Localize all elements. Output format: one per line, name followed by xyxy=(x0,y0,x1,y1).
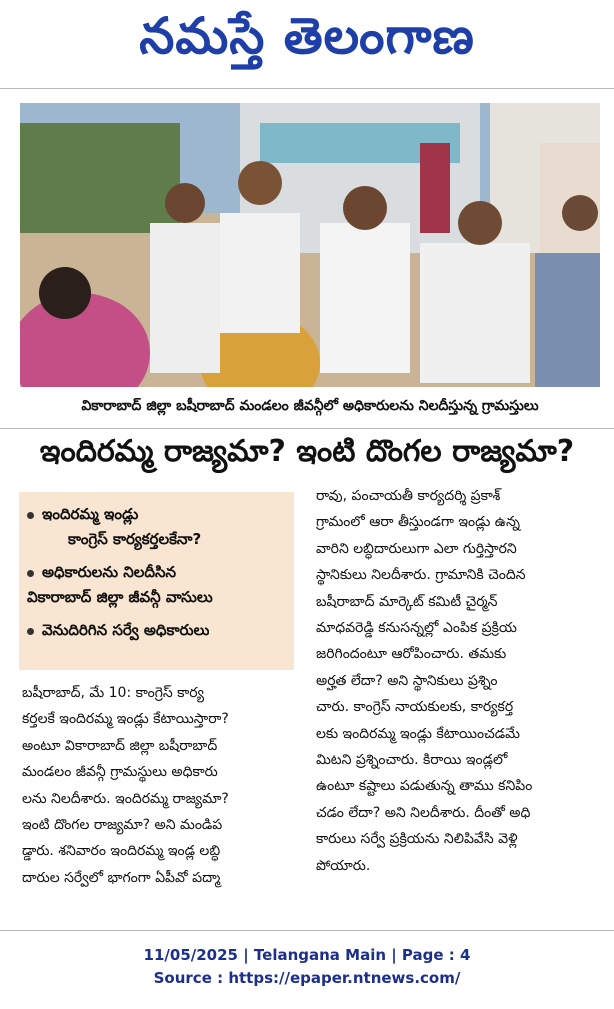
bullet-icon xyxy=(27,570,34,577)
article-line: జరిగిందంటూ ఆరోపించారు. తమకు xyxy=(316,646,507,663)
highlight-item xyxy=(27,618,288,643)
article-column-right xyxy=(316,483,599,879)
article-line: లను నిలదీశారు. ఇందిరమ్మ రాజ్యమా? xyxy=(22,790,229,807)
article-line: బషీరాబాద్, మే 10: కాంగ్రెస్ కార్య xyxy=(22,685,205,701)
highlight-item xyxy=(27,502,288,552)
article-line: గ్రామంలో ఆరా తీస్తుండగా ఇండ్లు ఉన్న xyxy=(316,514,520,531)
highlight-line: అధికారులను నిలదీసిన xyxy=(42,563,177,581)
article-line: పోయారు. xyxy=(316,857,371,874)
article-line: రావు, పంచాయతీ కార్యదర్శి ప్రకాశ్ xyxy=(316,488,501,504)
footer-divider xyxy=(0,930,614,931)
article-line: చారు. కాంగ్రెస్ నాయకులకు, కార్యకర్త xyxy=(316,699,514,716)
article-line: మాధవరెడ్డి కనుసన్నల్లో ఎంపిక ప్రక్రియ xyxy=(316,620,517,637)
article-line: మిటని ప్రశ్నించారు. కిరాయి ఇండ్లలో xyxy=(316,752,508,769)
news-photo xyxy=(20,103,600,387)
article-line: లకు ఇందిరమ్మ ఇండ్లు కేటాయించడమే xyxy=(316,725,520,742)
article-line: కర్తలకే ఇందిరమ్మ ఇండ్లు కేటాయిస్తారా? xyxy=(22,711,229,728)
article-line: దారుల సర్వేలో భాగంగా ఏపీవో పద్మా xyxy=(22,869,221,886)
article-line: డ్డారు. శనివారం ఇందిరమ్మ ఇండ్ల లబ్ధి xyxy=(22,843,221,860)
article-line: వారిని లబ్ధిదారులుగా ఎలా గుర్తిస్తారని xyxy=(316,540,517,557)
article-line: ఇంటి దొంగల రాజ్యమా? అని మండిప xyxy=(22,817,223,834)
highlight-line: వెనుదిరిగిన సర్వే అధికారులు xyxy=(42,621,210,639)
highlight-item xyxy=(27,560,288,610)
article-line: కారులు సర్వే ప్రక్రియను నిలిపివేసి వెళ్లి xyxy=(316,831,518,848)
article-line: అంటూ వికారాబాద్ జిల్లా బషీరాబాద్ xyxy=(22,737,218,754)
highlights-box xyxy=(19,492,294,670)
footer-date-line: 11/05/2025 | Telangana Main | Page : 4 xyxy=(143,946,471,964)
article-line: అర్హత లేదా? అని స్థానికులు ప్రశ్నిం xyxy=(316,672,498,689)
masthead-divider xyxy=(0,88,614,89)
article-line: ఉంటూ కష్టాలు పడుతున్న తాము కనిపిం xyxy=(316,778,533,795)
article-column-left xyxy=(22,680,298,891)
page-footer xyxy=(0,944,614,990)
masthead xyxy=(0,0,614,84)
article-line: చడం లేదా? అని నిలదీశారు. దీంతో అధి xyxy=(316,804,531,821)
bullet-icon xyxy=(27,512,34,519)
newspaper-logo: నమస్తే తెలంగాణ xyxy=(139,6,475,65)
highlight-line: ఇందిరమ్మ ఇండ్లు xyxy=(42,505,139,523)
article-line: బషీరాబాద్ మార్కెట్ కమిటీ చైర్మన్ xyxy=(316,593,498,610)
photo-caption: వికారాబాద్ జిల్లా బషీరాబాద్ మండలం జీవన్గీలో అధికారులను నిలదీస్తున్న గ్రామస్తులు xyxy=(81,397,539,414)
article-line: మండలం జీవన్గీ గ్రామస్థులు అధికారు xyxy=(22,764,218,781)
highlight-line: వికారాబాద్ జిల్లా జీవన్గీ వాసులు xyxy=(27,588,213,606)
caption-divider xyxy=(0,428,614,429)
bullet-icon xyxy=(27,628,34,635)
highlight-line: కాంగ్రెస్ కార్యకర్తలకేనా? xyxy=(68,530,202,548)
footer-source-line: Source : https://epaper.ntnews.com/ xyxy=(153,969,461,987)
article-line: స్థానికులు నిలదీశారు. గ్రామానికి చెందిన xyxy=(316,567,526,584)
headline: ఇందిరమ్మ రాజ్యమా? ఇంటి దొంగల రాజ్యమా? xyxy=(39,434,575,469)
